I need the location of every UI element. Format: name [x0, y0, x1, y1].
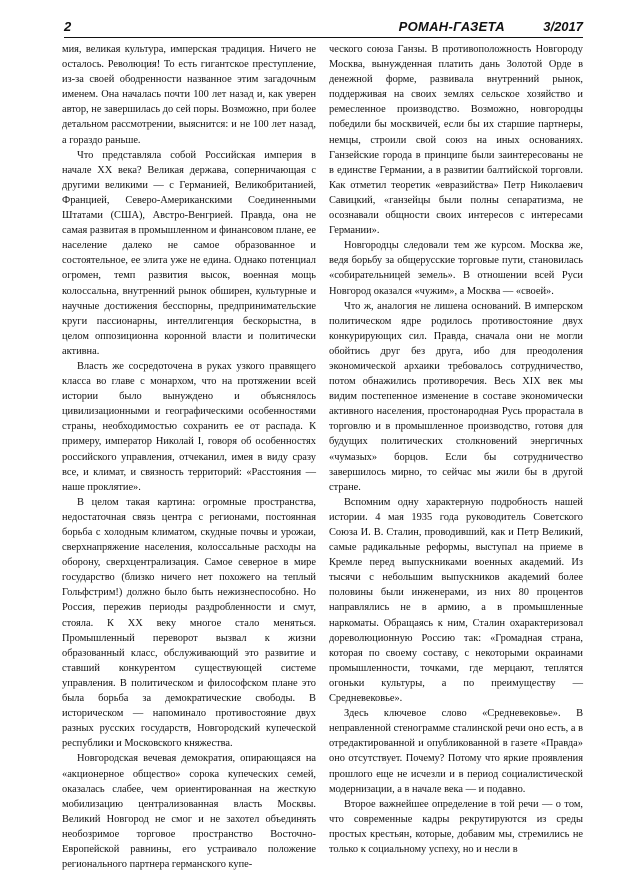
paragraph: Здесь ключевое слово «Средневековье». В неправленной стенограмме сталинской речи оно есть, а в отредактированной и опубликованной в газете «Правда» оно отсутствует. Почему? Потому что яркие проявления прошлого еще не исчезли и в период социалистической модернизации, а в начале века — и подавно. [329, 708, 583, 795]
paragraph: Власть же сосредоточена в руках узкого правящего класса во главе с монархом, что на протяжении всей истории было вынуждено и объяснялось цивилизационными и географическими особенностями страны, необходимостью сохранить ее от распада. К примеру, император Николай I, говоря об особенностях российского управления, отчеканил, имея в виду сразу все, и климат, и связность территорий: «Расстояния — наше проклятие». [62, 360, 316, 493]
paragraph: Что представляла собой Российская империя в начале XX века? Великая держава, соперничающая с другими великими — с Германией, Великобританией, Францией, Северо-Американскими Соединенными Штатами (США), Австро-Венгрией. Правда, она не самая развитая в промышленном и финансовом плане, ее население далеко не самое образованное и состоятельное, ее элита уже не едина. Однако потенциал огромен, темп развития высок, военная мощь колоссальна, внутренний рынок обширен, культурные и научные достижения бесспорны, предпринимательские круги пассионарны, интеллигенция бескорыстна, в целом оппозиционна коронной власти и политически активна. [62, 149, 316, 357]
paragraph: ческого союза Ганзы. В противоположность Новгороду Москва, вынужденная платить дань Золотой Орде в денежной форме, развивала внутренний рынок, поддерживая на своих землях сельское хозяйство и ремесленное производство. Возможно, новгородцы победили бы москвичей, если бы их старшие партнеры, немцы, строили свой союз на иных основаниях. Ганзейские города в принципе были заинтересованы не в единстве Германии, а в развитии балтийской торговли. Как отметил теоретик «евразийства» Петр Николаевич Савицкий, «ганзейцы были полны сепаратизма, не осознавали общности своих интересов с интересами Германии». [329, 44, 583, 237]
issue-number: 3/2017 [543, 19, 583, 34]
paragraph: В целом такая картина: огромные пространства, недостаточная связь центра с регионами, постоянная борьба с холодным климатом, скудные почвы и урожаи, сверхнапряжение населения, колоссальные расходы на оборону, сверхцентрализация. Самое северное в мире государство (близко ничего нет похожего на теплый Гольфстрим!) должно было быть нежизнеспособно. Но Россия, пережив периоды раздробленности и смут, стояла. К XX веку многое стало меняться. Промышленный переворот вызвал к жизни образованный класс, обслуживающий это развитие и ставший конкурентом существующей системе управления. В политическом и философском плане это была борьба за демократические свободы. В историческом — напоминало противостояние двух разных русских государств, Новгородский купеческой республики и Московского княжества. [62, 496, 316, 750]
left-column [62, 42, 316, 871]
paragraph: Второе важнейшее определение в той речи — о том, что современные кадры рекрутируются из среды простых крестьян, которые, добавим мы, стремились не только к социальному успеху, но и несли в [329, 798, 583, 855]
right-column [329, 42, 583, 855]
paragraph: Новгородская вечевая демократия, опирающаяся на «акционерное общество» сорока купеческих семей, оказалась слабее, чем ориентированная на жесткую мобилизацию централизованная власть Москвы. Великий Новгород не смог и не захотел объединять необозримое торговое пространство Восточно-Европейской равнины, его устраивало положение регионального партнера германского купе- [62, 753, 316, 871]
paragraph: Новгородцы следовали тем же курсом. Москва же, ведя борьбу за общерусские торговые пути, становилась «собирательницей земель». В отношении всей Руси Новгород оказался «чужим», а Москва — «своей». [329, 240, 583, 297]
header-rule [64, 37, 583, 38]
paragraph: мия, великая культура, имперская традиция. Ничего не осталось. Революция! То есть гигантское преступление, из-за своей ободренности названное этим загадочным именем. Она началась почти 100 лет назад и, как уверен автор, не завершилась до сей поры. Возможно, при более детальном рассмотрении, выяснится: и не 100 лет назад, а гораздо раньше. [62, 44, 316, 146]
paragraph: Что ж, аналогия не лишена оснований. В имперском политическом ядре родилось противостояние двух конкурирующих сил. Правда, сначала они не могли обойтись друг без друга, ибо для преодоления экономической архаики требовалось сотрудничество, потом обнажились противоречия. Весь XIX век мы видим постепенное изменение в составе экономически активного населения, простонародная Русь прорастала в торговлю и в промышленное производство, готовя для будущих политических столкновений энергичных «чумазых» борцов. Если бы сотрудничество завершилось мирно, то сейчас мы жили бы в другой стране. [329, 300, 583, 493]
journal-title: РОМАН-ГАЗЕТА [398, 19, 505, 34]
page-number: 2 [64, 19, 72, 34]
paragraph: Вспомним одну характерную подробность нашей истории. 4 мая 1935 года руководитель Советского Союза И. В. Сталин, проводивший, как и Петр Великий, самые радикальные реформы, выступал на приеме в Кремле перед выпускниками военных академий. Из тысячи с небольшим выпускников академий более половины были инженерами, из них 80 процентов направлялись не в армию, а в промышленные наркоматы. Обращаясь к ним, Сталин охарактеризовал дореволюционную Россию так: «Громадная страна, которая по своему составу, с некоторыми окраинами промышленности, точками, где мерцают, теплятся огоньки культуры, а по преимуществу — Средневековье». [329, 496, 583, 705]
running-head [64, 18, 583, 36]
